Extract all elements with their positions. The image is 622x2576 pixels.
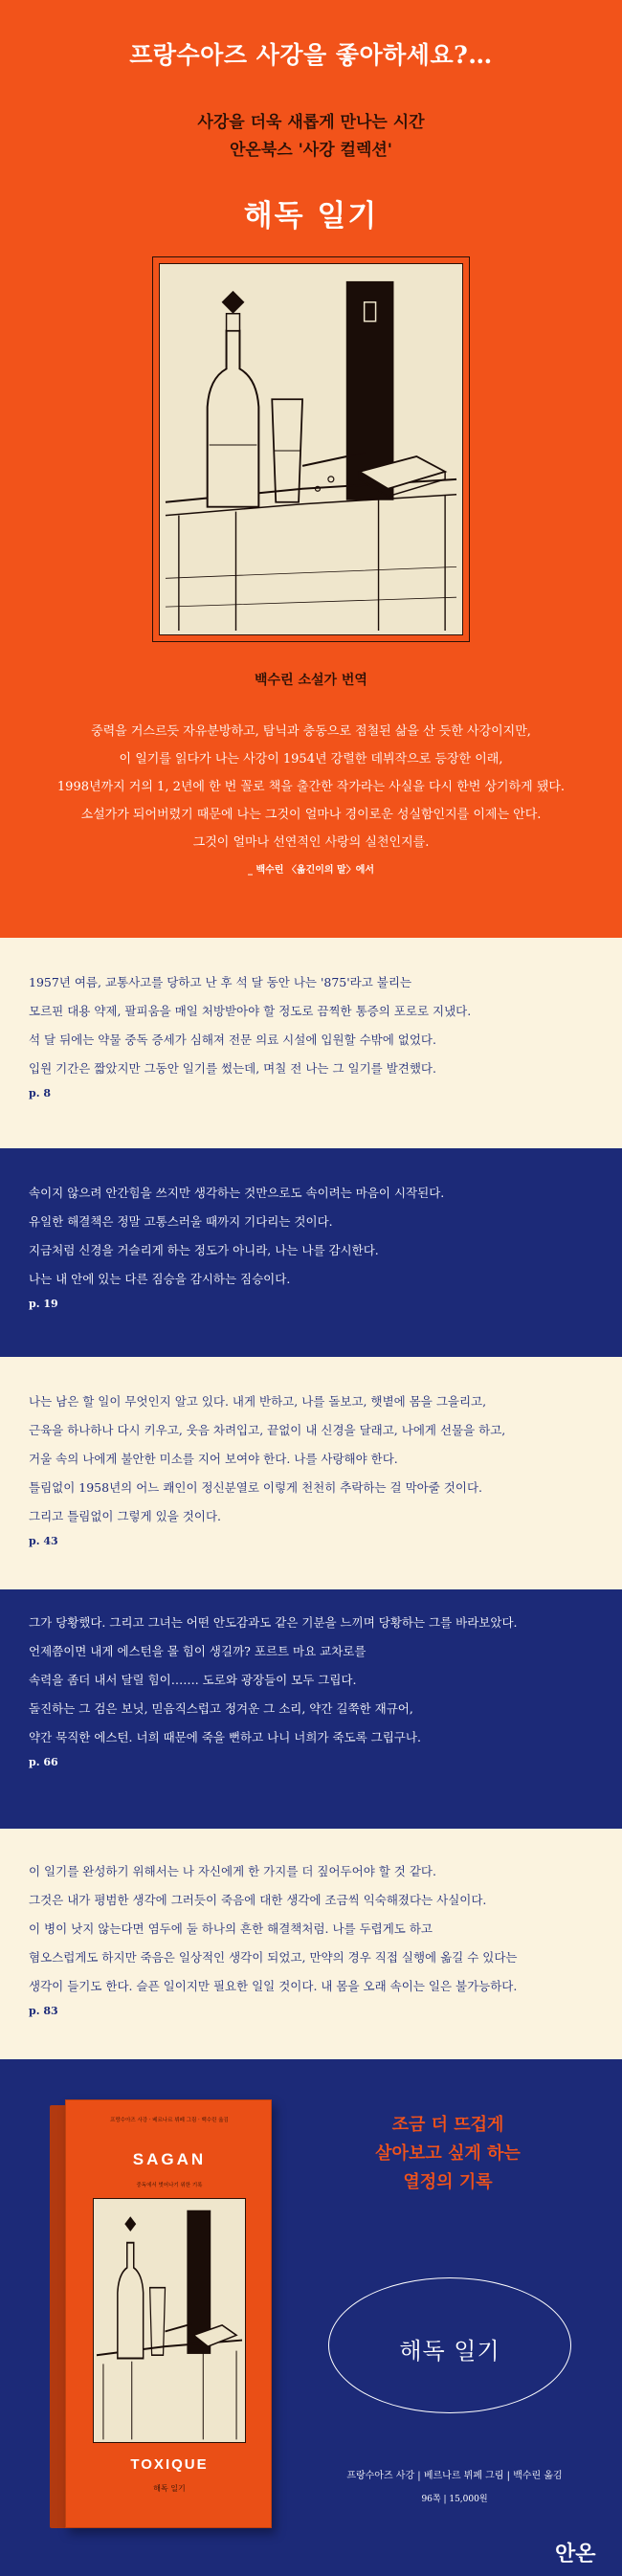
still-life-drawing	[160, 264, 462, 634]
quote-line: 이 일기를 완성하기 위해서는 나 자신에게 한 가지를 더 짚어두어야 할 것 같다.	[29, 1864, 436, 1878]
quote-line: 지금처럼 신경을 거슬리게 하는 정도가 아니라, 나는 나를 감시한다.	[29, 1243, 379, 1257]
quote-block	[0, 1148, 622, 1357]
cover-illustration-frame	[152, 256, 470, 642]
page-reference: p. 19	[29, 1298, 58, 1310]
page-reference: p. 83	[29, 2005, 58, 2017]
footer-section	[0, 2059, 622, 2576]
still-life-illustration	[159, 263, 463, 635]
quote-block	[0, 1357, 622, 1589]
quote-block	[0, 1589, 622, 1829]
quote-block	[0, 1829, 622, 2059]
quote-line: 유일한 해결책은 정말 고통스러울 때까지 기다리는 것이다.	[29, 1214, 333, 1229]
hero-heading: 프랑수아즈 사강을 좋아하세요?…	[129, 41, 493, 69]
quote-line: 거울 속의 나에게 불안한 미소를 지어 보여야 한다. 나를 사랑해야 한다.	[29, 1452, 398, 1466]
page-reference: p. 8	[29, 1087, 52, 1099]
quote-text	[29, 1609, 593, 1752]
quote-line: 입원 기간은 짧았지만 그동안 일기를 썼는데, 며칠 전 나는 그 일기를 발견했다.	[29, 1061, 436, 1076]
quote-line: 약간 묵직한 에스턴. 너희 때문에 죽을 뻔하고 나니 너희가 죽도록 그립구나.	[29, 1730, 421, 1744]
quote-line: 돌진하는 그 검은 보닛, 믿음직스럽고 정겨운 그 소리, 약간 길쭉한 재규어,	[29, 1701, 413, 1716]
quote-line: 혐오스럽게도 하지만 죽음은 일상적인 생각이 되었고, 만약의 경우 직접 실행에 옮길 수 있다는	[29, 1950, 518, 1965]
hero-quote-line: 이 일기를 읽다가 나는 사강이 1954년 강렬한 데뷔작으로 등장한 이래,	[119, 752, 503, 766]
quote-line: 그가 당황했다. 그리고 그녀는 어떤 안도감과도 같은 기분을 느끼며 당황하는 그를 바라보았다.	[29, 1615, 518, 1630]
book-title: 해독 일기	[243, 199, 379, 233]
page-reference: p. 43	[29, 1535, 58, 1547]
hero-subtitle-1: 사강을 더욱 새롭게 만나는 시간	[197, 113, 425, 132]
publisher-logo: 안온	[555, 2543, 596, 2566]
hero-quote-line: 중력을 거스르듯 자유분방하고, 탐닉과 충동으로 점철된 삶을 산 듯한 사강이지만,	[91, 724, 531, 739]
tagline	[333, 2111, 563, 2197]
quote-text	[29, 1857, 593, 2001]
page-reference: p. 66	[29, 1756, 58, 1768]
tagline-line: 열정의 기록	[403, 2172, 493, 2192]
tagline-line: 살아보고 싶게 하는	[375, 2143, 521, 2164]
quote-line: 틀림없이 1958년의 어느 쾌인이 정신분열로 이렇게 천천히 추락하는 걸 막아줄 것이다.	[29, 1480, 482, 1495]
quote-line: 그리고 틀림없이 그렇게 있을 것이다.	[29, 1509, 221, 1523]
quote-line: 1957년 여름, 교통사고를 당하고 난 후 석 달 동안 나는 '875'라고 불리는	[29, 975, 412, 989]
hero-subtitle-2: 안온북스 '사강 컬렉션'	[229, 141, 393, 160]
quote-block	[0, 938, 622, 1148]
quote-line: 근육을 하나하나 다시 키우고, 웃음 차려입고, 끝없이 내 신경을 달래고, 나에게 선물을 하고,	[29, 1423, 506, 1437]
book-cover-french-title: TOXIQUE	[130, 2456, 209, 2473]
quote-text	[29, 968, 593, 1083]
quote-line: 나는 내 안에 있는 다른 짐승을 감시하는 짐승이다.	[29, 1272, 291, 1286]
hero-quote-source: _ 백수린 〈옮긴이의 말〉에서	[247, 865, 375, 876]
hero-section	[0, 0, 622, 938]
book-cover-author: SAGAN	[132, 2150, 207, 2168]
translator-credit: 백수린 소설가 번역	[255, 673, 367, 688]
book-front-cover	[65, 2099, 272, 2528]
quote-text	[29, 1388, 593, 1531]
book-credits: 프랑수아즈 사강 | 베르나르 뷔페 그림 | 백수린 옮김	[346, 2471, 563, 2481]
quote-line: 모르핀 대용 약제, 팔피움을 매일 처방받아야 할 정도로 끔찍한 통증의 포로로 지냈다.	[29, 1004, 472, 1018]
book-cover-illustration	[93, 2198, 246, 2443]
book-price-pages: 96쪽 | 15,000원	[421, 2495, 488, 2504]
hero-quote-line: 소설가가 되어버렸기 때문에 나는 그것이 얼마나 경이로운 성실함인지를 이제는 안다.	[80, 808, 542, 822]
book-cover-korean-title: 해독 일기	[153, 2484, 186, 2493]
book-cover-credits: 프랑수아즈 사강 · 베르나르 뷔페 그림 · 백수린 옮김	[110, 2118, 229, 2123]
hero-quote-paragraph	[0, 718, 622, 856]
quote-line: 나는 남은 할 일이 무엇인지 알고 있다. 내게 반하고, 나를 돌보고, 햇볕에 몸을 그을리고,	[29, 1394, 487, 1409]
book-cover-image	[50, 2099, 272, 2528]
book-cover-subtitle: 중독에서 벗어나기 위한 기록	[136, 2183, 203, 2188]
oval-book-title: 해독 일기	[399, 2338, 500, 2365]
quote-line: 그것은 내가 평범한 생각에 그러듯이 죽음에 대한 생각에 조금씩 익숙해졌다는 사실이다.	[29, 1893, 487, 1907]
quote-line: 석 달 뒤에는 약물 중독 증세가 심해져 전문 의료 시설에 입원할 수밖에 없었다.	[29, 1033, 436, 1047]
quote-line: 속이지 않으려 안간힘을 쓰지만 생각하는 것만으로도 속이려는 마음이 시작된다.	[29, 1186, 445, 1200]
quote-text	[29, 1179, 593, 1294]
quote-line: 이 병이 낫지 않는다면 염두에 둘 하나의 흔한 해결책처럼. 나를 두렵게도 하고	[29, 1921, 433, 1936]
quote-line: 생각이 들기도 한다. 슬픈 일이지만 필요한 일일 것이다. 내 몸을 오래 속이는 일은 불가능하다.	[29, 1979, 518, 1993]
tagline-line: 조금 더 뜨겁게	[391, 2115, 504, 2135]
hero-quote-line: 그것이 얼마나 선연적인 사랑의 실천인지를.	[192, 835, 430, 850]
hero-quote-line: 1998년까지 거의 1, 2년에 한 번 꼴로 책을 출간한 작가라는 사실을 다시 한번 상기하게 됐다.	[56, 780, 566, 794]
quote-line: 속력을 좀더 내서 달릴 힘이……. 도로와 광장들이 모두 그립다.	[29, 1673, 357, 1687]
quote-line: 언제쯤이면 내게 에스턴을 몰 힘이 생길까? 포르트 마요 교차로를	[29, 1644, 367, 1658]
